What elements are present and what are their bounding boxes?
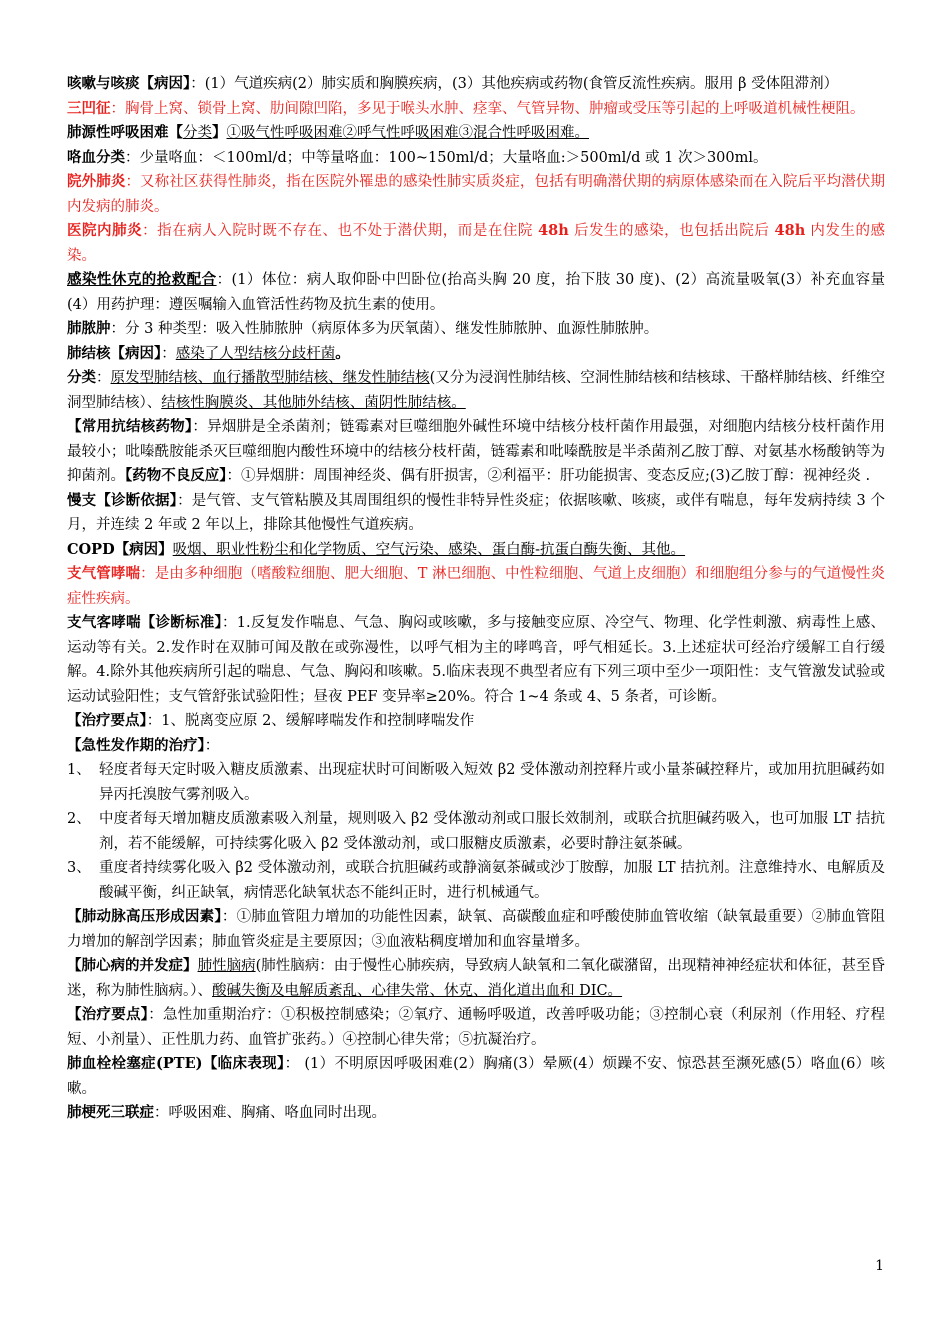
paragraph-lung-abscess (67, 317, 885, 342)
paragraph-text: ：胸骨上窝、锁骨上窝、肋间隙凹陷，多见于喉头水肿、痉挛、气管异物、肿瘤或受压等引起的上呼吸道机械性梗阻。 (110, 100, 865, 117)
paragraph-hemoptysis-classification (67, 146, 885, 171)
term-heading: 【常用抗结核药物】 (67, 418, 193, 435)
term-heading: 慢支【诊断依据】 (67, 491, 178, 509)
list-item-text: 轻度者每天定时吸入糖皮质激素、出现症状时可间断吸入短效 β2 受体激动剂控释片或小量茶碱控释片，或加用抗胆碱药如异丙托溴胺气雾剂吸入。 (99, 762, 885, 803)
paragraph-cough-sputum (67, 72, 885, 97)
term-heading: 院外肺炎 (67, 173, 126, 190)
term-heading: 咯血分类 (67, 148, 125, 166)
paragraph-text: ：(1）气道疾病(2）肺实质和胸膜疾病，(3）其他疾病或药物(食管反流性疾病。服用 β 受体阻滞剂） (190, 76, 839, 92)
paragraph-text: ：1.反复发作喘息、气急、胸闷或咳嗽，多与接触变应原、冷空气、物理、化学性刺激、病毒性上感、运动等有关。2.发作时在双肺可闻及散在或弥漫性，以呼气相为主的哮鸣音，呼气相延长。3.上述症状可经治疗缓解工自行缓解。4.除外其他疾病所引起的喘息、气急、胸闷和咳嗽。5.临床表现不典型者应有下列三项中至少一项阳性：支气管激发试验或运动试验阳性；支气管舒张试验阳性；昼夜 PEF 变异率≥20%。符合 1~4 条或 4、5 条者，可诊断。 (67, 615, 885, 705)
underlined-text: 酸碱失衡及电解质紊乱、心律失常、休克、消化道出血和 DIC。 (212, 982, 623, 999)
paragraph-text: ： (1）不明原因呼吸困难(2）胸痛(3）晕厥(4）烦躁不安、惊恐甚至濒死感(5）咯血(6）咳嗽。 (67, 1056, 886, 1097)
term-heading: 】 (212, 124, 227, 141)
underlined-text: ①吸气性呼吸困难②呼气性呼吸困难③混合性呼吸困难。 (226, 125, 589, 141)
underlined-text: 吸烟、职业性粉尘和化学物质、空气污染、感染、蛋白酶-抗蛋白酶失衡、其他。 (172, 541, 686, 558)
list-number: 3、 (67, 860, 91, 876)
paragraph-tuberculosis-classification (67, 366, 885, 415)
term-heading: 肺源性呼吸困难【 (67, 124, 183, 141)
punctuation: 。 (335, 344, 350, 362)
paragraph-community-pneumonia (67, 170, 885, 219)
term-heading: 肺脓肿 (67, 320, 111, 337)
paragraph-text: ：(1）体位：病人取仰卧中凹卧位(抬高头胸 20 度，抬下肢 30 度)、(2）高流量吸氧(3）补充血容量 (4）用药护理：遵医嘱输入血管活性药物及抗生素的使用。 (67, 272, 886, 313)
term-heading: 【药物不良反应】 (125, 467, 227, 484)
list-item (67, 807, 885, 856)
term-heading: 【肺动脉高压形成因素】 (67, 908, 222, 925)
paragraph-text: 后发生的感染，也包括出院后 (568, 223, 775, 239)
list-item (67, 758, 885, 807)
paragraph-text: ：①异烟肼：周围神经炎、偶有肝损害，②利福平：肝功能损害、变态反应;(3)乙胺丁醇：视神经炎 . (226, 468, 871, 484)
paragraph-text: (又分为浸润性肺结核、空洞性肺结核和结核球、干酪样肺结核、纤维空洞型肺结核）、 (67, 370, 886, 411)
paragraph-text: ：是由多种细胞（嗜酸粒细胞、肥大细胞、T 淋巴细胞、中性粒细胞、气道上皮细胞）和细胞组分参与的气道慢性炎症性疾病。 (67, 566, 886, 607)
paragraph-chronic-bronchitis (67, 489, 885, 538)
underlined-text: 分类 (183, 125, 212, 141)
paragraph-text: ：指在病人入院时既不存在、也不处于潜伏期，而是在住院 (142, 223, 539, 239)
underlined-text: 感染了人型结核分歧杆菌 (175, 345, 336, 362)
paragraph-text: ： (96, 370, 111, 386)
underlined-text: 原发型肺结核、血行播散型肺结核、继发性肺结核 (110, 370, 430, 386)
term-heading: 肺血栓栓塞症(PTE)【临床表现】 (67, 1055, 285, 1072)
list-number: 1、 (67, 762, 91, 778)
list-item-text: 中度者每天增加糖皮质激素吸入剂量，规则吸入 β2 受体激动剂或口服长效制剂，或联合抗胆碱药吸入，也可加服 LT 拮抗剂，若不能缓解，可持续雾化吸入 β2 受体激动剂，或口服糖皮质激素，必要时静注氨茶碱。 (99, 811, 885, 852)
paragraph-tuberculosis-cause (67, 342, 885, 367)
underlined-text: 结核性胸膜炎、其他肺外结核、菌阴性肺结核。 (161, 394, 466, 411)
term-heading: 支气管哮喘 (67, 565, 141, 582)
paragraph-text: ：是气管、支气管粘膜及其周围组织的慢性非特异性炎症；依据咳嗽、咳痰，或伴有喘息，每年发病持续 3 个月，并连续 2 年或 2 年以上，排除其他慢性气道疾病。 (67, 492, 885, 533)
paragraph-antituberculosis-drugs (67, 415, 885, 489)
paragraph-text: 内发生的感染。 (67, 223, 886, 264)
paragraph-text: ：急性加重期治疗：①积极控制感染；②氧疗、通畅呼吸道，改善呼吸功能；③控制心衰（利尿剂（作用轻、疗程短、小剂量）、正性肌力药、血管扩张药。）④控制心律失常；⑤抗凝治疗。 (67, 1007, 886, 1048)
term-heading: 支气客哮喘【诊断标准】 (67, 614, 223, 631)
term-heading: 【治疗要点】 (67, 712, 147, 729)
paragraph-asthma-definition (67, 562, 885, 611)
underlined-text: 肺性脑病 (197, 958, 256, 974)
paragraph-cor-pulmonale-treatment (67, 1003, 885, 1052)
term-heading: 分类 (67, 369, 97, 386)
paragraph-hospital-pneumonia (67, 219, 885, 268)
paragraph-pulmonary-infarction-triad (67, 1101, 885, 1126)
paragraph-text: ：分 3 种类型：吸入性肺脓肿（病原体多为厌氧菌）、继发性肺脓肿、血源性肺脓肿。 (110, 321, 659, 337)
term-heading: 咳嗽与咳痰【病因】 (67, 75, 191, 92)
list-item (67, 856, 885, 905)
term-heading: COPD【病因】 (67, 540, 173, 558)
paragraph-text: ：①肺血管阻力增加的功能性因素，缺氧、高碳酸血症和呼酸使肺血管收缩（缺氧最重要）②肺血管阻力增加的解剖学因素；肺血管炎症是主要原因；③血液粘稠度增加和血容量增多。 (67, 909, 886, 950)
paragraph-cor-pulmonale-complications (67, 954, 885, 1003)
term-heading (67, 271, 217, 288)
list-item-text: 重度者持续雾化吸入 β2 受体激动剂，或联合抗胆碱药或静滴氨茶碱或沙丁胺醇，加服 LT 拮抗剂。注意维持水、电解质及酸碱平衡，纠正缺氧，病情恶化缺氧状态不能纠正时，进行机械通气。 (99, 860, 885, 901)
term-heading: 医院内肺炎 (67, 222, 143, 239)
term-heading: 肺梗死三联症 (67, 1104, 154, 1121)
bold-value: 48h (774, 222, 806, 239)
paragraph-three-depression-sign (67, 97, 885, 122)
document-body (67, 72, 885, 1126)
paragraph-text: ： (204, 737, 220, 754)
paragraph-pulmonary-dyspnea (67, 121, 885, 146)
term-heading: 【治疗要点】 (67, 1006, 149, 1023)
paragraph-text: ：呼吸困难、胸痛、咯血同时出现。 (154, 1105, 386, 1121)
acute-treatment-list (67, 758, 885, 905)
term-heading: 【肺心病的并发症】 (67, 957, 198, 974)
term-heading: 肺结核【病因】 (67, 344, 162, 362)
paragraph-treatment-points (67, 709, 885, 734)
paragraph-pte-manifestations (67, 1052, 885, 1101)
bold-value: 48h (538, 222, 569, 239)
paragraph-text: ： (161, 345, 176, 362)
paragraph-text: (肺性脑病：由于慢性心肺疾病，导致病人缺氧和二氧化碳潴留，出现精神神经症状和体征，甚至昏迷，称为肺性脑病。）、 (67, 958, 886, 999)
paragraph-pulmonary-hypertension (67, 905, 885, 954)
paragraph-acute-treatment-heading (67, 734, 885, 759)
paragraph-asthma-diagnosis (67, 611, 885, 709)
page-number: 1 (875, 1258, 884, 1274)
term-heading: 【急性发作期的治疗】 (67, 736, 205, 754)
paragraph-septic-shock-care (67, 268, 885, 317)
list-number: 2、 (67, 811, 91, 827)
paragraph-text: ：又称社区获得性肺炎，指在医院外罹患的感染性肺实质炎症，包括有明确潜伏期的病原体感染而在入院后平均潜伏期内发病的肺炎。 (67, 174, 885, 215)
paragraph-text: ：少量咯血：＜100ml/d；中等量咯血：100~150ml/d；大量咯血:＞500ml/d 或 1 次＞300ml。 (125, 149, 768, 166)
paragraph-copd-cause (67, 538, 885, 563)
underlined-heading: 感染性休克的抢救配合 (67, 271, 217, 288)
term-heading: 三凹征 (67, 99, 111, 117)
paragraph-text: ：1、脱离变应原 2、缓解哮喘发作和控制哮喘发作 (146, 713, 475, 729)
paragraph-text: ：异烟肼是全杀菌剂；链霉素对巨噬细胞外碱性环境中结核分枝杆菌作用最强，对细胞内结核分枝杆菌作用最较小；吡嗪酰胺能杀灭巨噬细胞内酸性环境中的结核分枝杆菌，链霉素和吡嗪酰胺是半杀菌剂乙胺丁醇、对氨基水杨酸钠等为抑菌剂。 (67, 419, 885, 484)
